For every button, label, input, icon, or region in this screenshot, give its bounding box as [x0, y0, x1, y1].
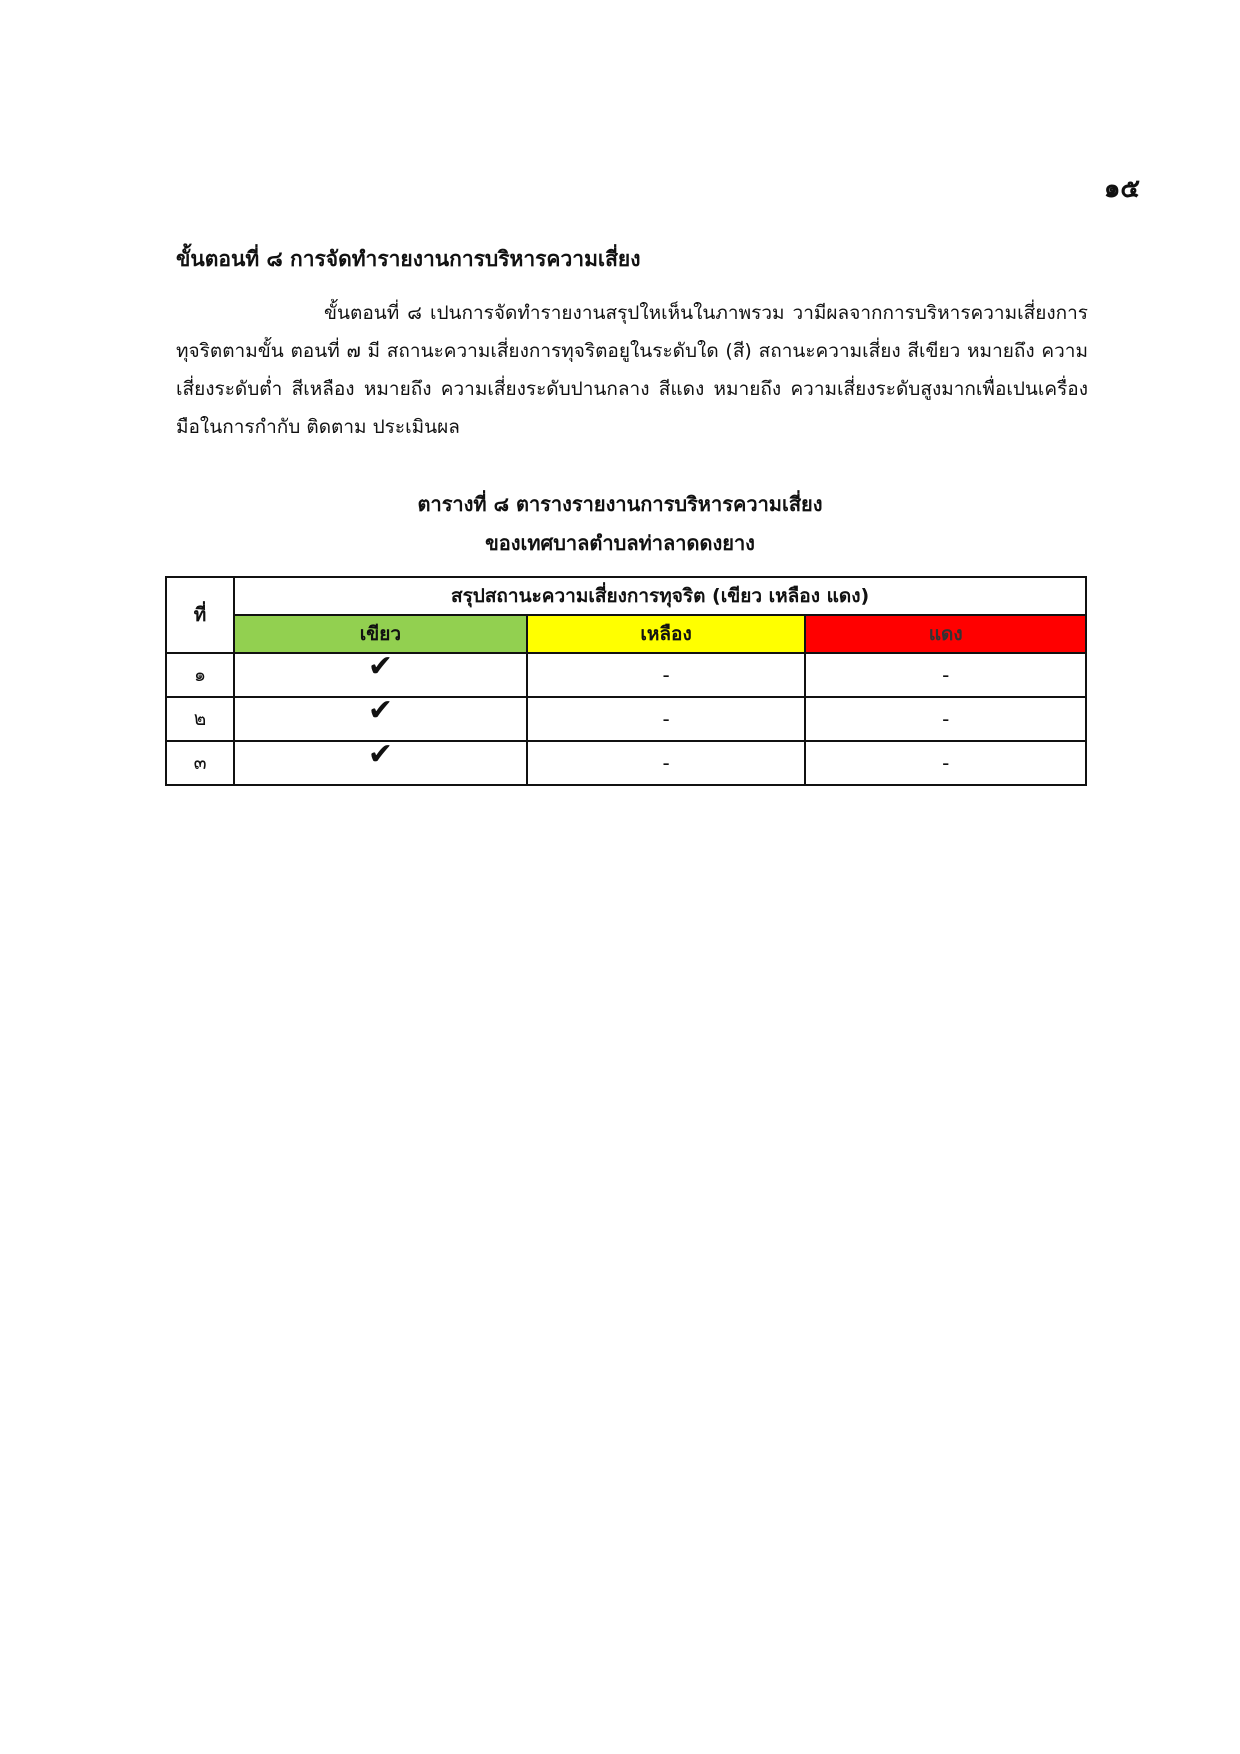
check-icon: ✔ [367, 649, 394, 684]
green-cell [234, 693, 527, 741]
red-cell [805, 653, 1086, 697]
row-number: ๒ [166, 697, 234, 741]
column-header-number: ที่ [166, 577, 234, 653]
page-number: ๑๕ [1103, 174, 1140, 204]
section-heading: ขั้นตอนที่ ๘ การจัดทำรายงานการบริหารความเสี่ยง [176, 247, 641, 271]
row-number: ๓ [166, 741, 234, 785]
check-icon: ✔ [367, 737, 394, 772]
yellow-cell [527, 697, 806, 741]
table-caption-title: ตารางที่ ๘ ตารางรายงานการบริหารความเสี่ยง [417, 492, 823, 516]
dash-mark: - [662, 751, 670, 775]
check-icon: ✔ [367, 693, 394, 728]
table-row [166, 653, 1086, 697]
dash-mark: - [662, 663, 670, 687]
level-header-red: แดง [805, 615, 1086, 653]
red-cell [805, 741, 1086, 785]
risk-summary-table [165, 576, 1087, 786]
yellow-cell [527, 741, 806, 785]
table-header-row [166, 577, 1086, 615]
dash-mark: - [942, 707, 950, 731]
table-row [166, 697, 1086, 741]
row-number: ๑ [166, 653, 234, 697]
body-paragraph: ขั้นตอนที่ ๘ เปนการจัดทำรายงานสรุปใหเห็นในภาพรวม วามีผลจากการบริหารความเสี่ยงการทุจริตตามขั้น ตอนที่ ๗ มี สถานะความเสี่ยงการทุจริตอยูในระดับใด (สี) สถานะความเสี่ยง สีเขียว หมายถึง ความเสี่ยงระดับต่ำ สีเหลือง หมายถึง ความเสี่ยงระดับปานกลาง สีแดง หมายถึง ความเสี่ยงระดับสูงมากเพื่อเปนเครื่องมือในการกำกับ ติดตาม ประเมินผล [176, 302, 1088, 438]
green-cell [234, 737, 527, 785]
table-row [166, 741, 1086, 785]
level-header-green: เขียว [234, 615, 527, 653]
column-header-risk-summary: สรุปสถานะความเสี่ยงการทุจริต (เขียว เหลือง แดง) [234, 577, 1086, 615]
dash-mark: - [942, 751, 950, 775]
yellow-cell [527, 653, 806, 697]
dash-mark: - [662, 707, 670, 731]
table-level-row [166, 615, 1086, 653]
red-cell [805, 697, 1086, 741]
level-header-yellow: เหลือง [527, 615, 806, 653]
dash-mark: - [942, 663, 950, 687]
table-caption-subtitle: ของเทศบาลตำบลท่าลาดดงยาง [485, 531, 755, 555]
green-cell [234, 649, 527, 697]
